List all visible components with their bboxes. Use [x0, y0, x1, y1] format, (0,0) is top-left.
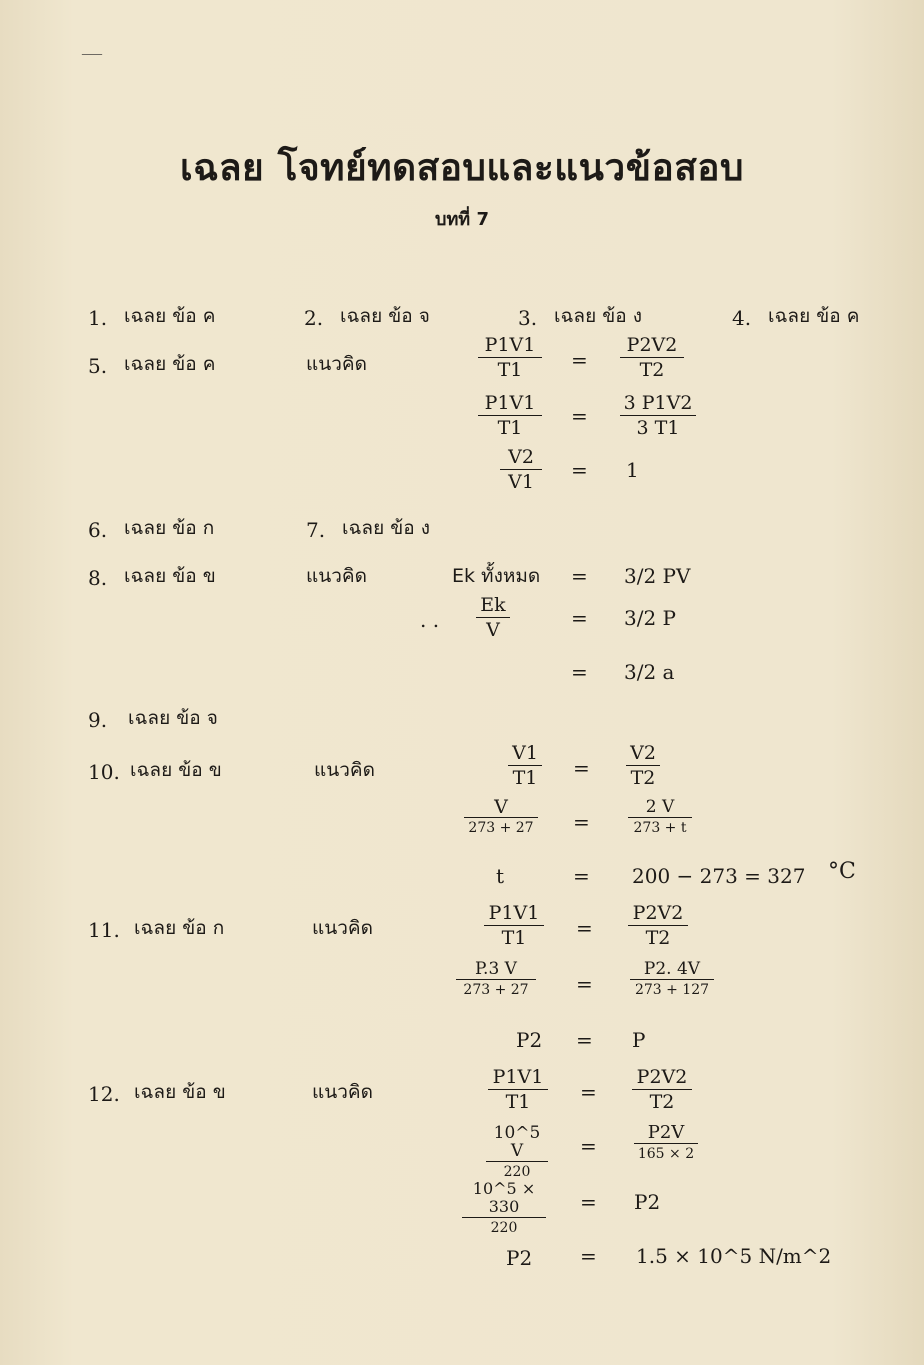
q12-l1-left-fraction [488, 1066, 548, 1113]
answer-11-number: 11. [88, 918, 120, 942]
q5-l2-left-fraction [478, 392, 542, 439]
q10-l2-right-numerator: 2 V [628, 798, 692, 818]
concept-label-11: แนวคิด [312, 917, 373, 939]
q12-l4-left: P2 [506, 1246, 533, 1270]
q12-l3-equals: = [580, 1190, 597, 1214]
q10-l1-right-numerator: V2 [626, 742, 660, 766]
q12-l1-left-denominator: T1 [505, 1091, 531, 1113]
q11-l2-left-denominator: 273 + 27 [463, 982, 529, 998]
q5-l2-left-numerator: P1V1 [478, 392, 542, 416]
answer-10-number: 10. [88, 760, 120, 784]
q12-l1-right-fraction [632, 1066, 692, 1113]
q12-l2-equals: = [580, 1134, 597, 1158]
q12-l2-left-fraction [486, 1124, 548, 1181]
q8-l2-left-numerator: Ek [476, 594, 510, 618]
answer-9-number: 9. [88, 708, 108, 732]
q8-l3-right: 3/2 a [624, 660, 675, 684]
q11-l2-right-fraction [630, 960, 714, 999]
q11-l1-left-numerator: P1V1 [484, 902, 544, 926]
concept-label-10: แนวคิด [314, 759, 375, 781]
q5-l1-right-numerator: P2V2 [620, 334, 684, 358]
q5-l1-equals: = [571, 348, 588, 372]
answer-1: เฉลย ข้อ ค [124, 305, 216, 327]
q8-l3-equals: = [571, 660, 588, 684]
answer-12: เฉลย ข้อ ข [134, 1081, 226, 1103]
answer-3: เฉลย ข้อ ง [554, 305, 642, 327]
q11-l3-right: P [632, 1028, 646, 1052]
q11-l2-right-denominator: 273 + 127 [634, 982, 710, 998]
q8-l2-equals: = [571, 606, 588, 630]
answer-8: เฉลย ข้อ ข [124, 565, 216, 587]
page-number: — [82, 42, 102, 64]
q12-l4-equals: = [580, 1244, 597, 1268]
q5-l1-right-fraction [620, 334, 684, 381]
q8-l1-left: Ek ทั้งหมด [452, 565, 541, 587]
q8-l1-right: 3/2 PV [624, 564, 691, 588]
q10-l1-left-numerator: V1 [508, 742, 542, 766]
q10-l2-left-numerator: V [464, 798, 538, 818]
concept-label-12: แนวคิด [312, 1081, 373, 1103]
q10-l3-unit: °C [828, 859, 856, 884]
answer-9: เฉลย ข้อ จ [128, 707, 218, 729]
q10-l1-right-fraction [626, 742, 660, 789]
answer-2: เฉลย ข้อ จ [340, 305, 430, 327]
q11-l1-right-fraction [628, 902, 688, 949]
q5-l3-left-denominator: V1 [508, 471, 534, 493]
q5-l2-left-denominator: T1 [497, 417, 523, 439]
q11-l1-left-denominator: T1 [501, 927, 527, 949]
therefore-symbol: . . [420, 608, 440, 632]
answer-1-number: 1. [88, 306, 108, 330]
q11-l2-equals: = [576, 972, 593, 996]
q12-l2-left-numerator: 10^5 V [486, 1124, 548, 1162]
q5-l2-equals: = [571, 404, 588, 428]
page-title: เฉลย โจทย์ทดสอบและแนวข้อสอบ [179, 146, 745, 189]
q10-l2-equals: = [573, 810, 590, 834]
q12-l1-equals: = [580, 1080, 597, 1104]
concept-label-5: แนวคิด [306, 353, 367, 375]
q5-l1-left-numerator: P1V1 [478, 334, 542, 358]
q11-l1-right-denominator: T2 [645, 927, 671, 949]
q8-l2-left-denominator: V [486, 619, 500, 641]
q10-l3-right: 200 − 273 = 327 [632, 864, 806, 888]
q11-l1-right-numerator: P2V2 [628, 902, 688, 926]
q5-l3-right: 1 [626, 458, 639, 482]
q5-l3-left-fraction [500, 446, 542, 493]
q12-l1-right-denominator: T2 [649, 1091, 675, 1113]
q12-l2-right-fraction [634, 1124, 698, 1163]
answer-5-number: 5. [88, 354, 108, 378]
q10-l3-equals: = [573, 864, 590, 888]
q5-l2-right-numerator: 3 P1V2 [620, 392, 696, 416]
answer-10: เฉลย ข้อ ข [130, 759, 222, 781]
q11-l2-right-numerator: P2. 4V [630, 960, 714, 980]
q11-l2-left-numerator: P.3 V [456, 960, 536, 980]
q12-l3-left-numerator: 10^5 × 330 [462, 1180, 546, 1218]
q8-l2-left-fraction [476, 594, 510, 641]
answer-8-number: 8. [88, 566, 108, 590]
q5-l1-left-denominator: T1 [497, 359, 523, 381]
answer-12-number: 12. [88, 1082, 120, 1106]
q10-l1-equals: = [573, 756, 590, 780]
q5-l2-right-denominator: 3 T1 [636, 417, 680, 439]
q12-l4-right: 1.5 × 10^5 N/m^2 [636, 1244, 832, 1268]
q11-l1-left-fraction [484, 902, 544, 949]
q12-l1-right-numerator: P2V2 [632, 1066, 692, 1090]
answer-5: เฉลย ข้อ ค [124, 353, 216, 375]
q12-l2-right-numerator: P2V [634, 1124, 698, 1144]
q11-l3-left: P2 [516, 1028, 543, 1052]
q10-l1-left-denominator: T1 [512, 767, 538, 789]
q8-l2-right: 3/2 P [624, 606, 677, 630]
answer-6: เฉลย ข้อ ก [124, 517, 215, 539]
answer-6-number: 6. [88, 518, 108, 542]
answer-7: เฉลย ข้อ ง [342, 517, 430, 539]
q10-l1-left-fraction [508, 742, 542, 789]
answer-2-number: 2. [304, 306, 324, 330]
q8-l1-equals: = [571, 564, 588, 588]
q5-l1-left-fraction [478, 334, 542, 381]
q11-l2-left-fraction [456, 960, 536, 999]
q12-l2-left-denominator: 220 [503, 1164, 531, 1180]
q11-l3-equals: = [576, 1028, 593, 1052]
q5-l3-left-numerator: V2 [500, 446, 542, 470]
q12-l1-left-numerator: P1V1 [488, 1066, 548, 1090]
q5-l3-equals: = [571, 458, 588, 482]
q10-l2-left-fraction [464, 798, 538, 837]
q12-l3-left-fraction [462, 1180, 546, 1237]
concept-label-8: แนวคิด [306, 565, 367, 587]
q10-l1-right-denominator: T2 [630, 767, 656, 789]
q10-l2-right-fraction [628, 798, 692, 837]
q10-l3-left: t [496, 864, 505, 888]
q12-l3-left-denominator: 220 [490, 1220, 518, 1236]
chapter-subtitle: บทที่ 7 [435, 209, 489, 230]
q10-l2-right-denominator: 273 + t [633, 820, 687, 836]
q11-l1-equals: = [576, 916, 593, 940]
answer-7-number: 7. [306, 518, 326, 542]
q5-l2-right-fraction [620, 392, 696, 439]
q10-l2-left-denominator: 273 + 27 [468, 820, 534, 836]
answer-3-number: 3. [518, 306, 538, 330]
answer-4-number: 4. [732, 306, 752, 330]
q12-l3-right: P2 [634, 1190, 661, 1214]
q5-l1-right-denominator: T2 [639, 359, 665, 381]
q12-l2-right-denominator: 165 × 2 [637, 1146, 695, 1162]
answer-4: เฉลย ข้อ ค [768, 305, 860, 327]
answer-11: เฉลย ข้อ ก [134, 917, 225, 939]
